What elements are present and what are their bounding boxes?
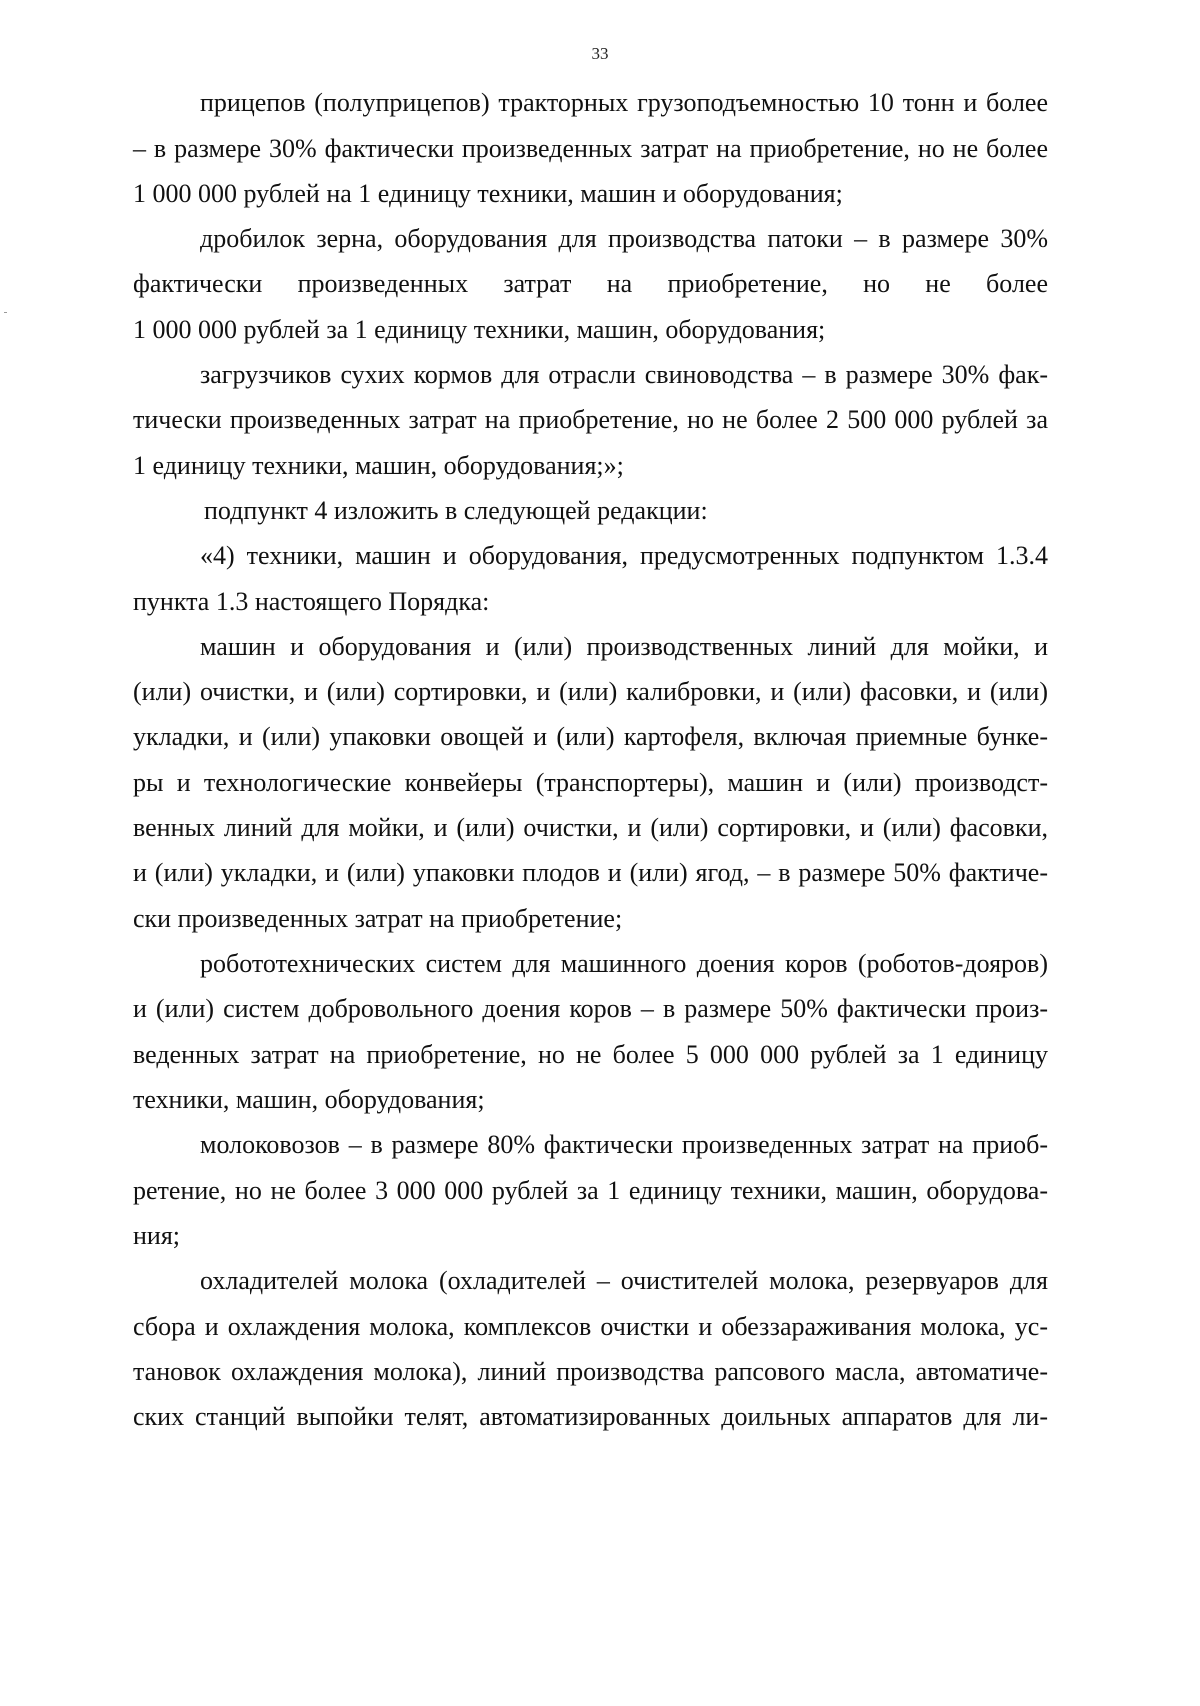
text-line: ния; [133,1221,181,1250]
text-line: машин и оборудования и (или) производственных линий для мойки, и [200,632,1048,661]
text-line: венных линий для мойки, и (или) очистки, и (или) сортировки, и (или) фасовки, [133,813,1048,842]
text-line: 1 000 000 рублей на 1 единицу техники, машин и оборудования; [133,179,843,208]
text-line: ских станций выпойки телят, автоматизированных доильных аппаратов для ли- [133,1402,1048,1431]
text-line: 1 единицу техники, машин, оборудования;»; [133,451,624,480]
text-line: робототехнических систем для машинного доения коров (роботов-дояров) [200,949,1048,978]
text-line: укладки, и (или) упаковки овощей и (или) картофеля, включая приемные бунке- [133,722,1048,751]
text-line: подпункт 4 изложить в следующей редакции: [204,496,708,525]
page-number: 33 [591,44,609,63]
text-line: 1 000 000 рублей за 1 единицу техники, машин, оборудования; [133,315,826,344]
text-line: веденных затрат на приобретение, но не более 5 000 000 рублей за 1 единицу [133,1040,1048,1069]
text-line: прицепов (полуприцепов) тракторных грузоподъемностью 10 тонн и более [200,88,1048,117]
text-line: охладителей молока (охладителей – очистителей молока, резервуаров для [200,1266,1048,1295]
text-line: фактически произведенных затрат на приобретение, но не более [133,269,1048,298]
text-line: – в размере 30% фактически произведенных затрат на приобретение, но не более [133,134,1048,163]
text-line: тически произведенных затрат на приобретение, но не более 2 500 000 рублей за [133,405,1048,434]
margin-mark [4,312,7,313]
text-line: пункта 1.3 настоящего Порядка: [133,587,490,616]
text-line: и (или) систем добровольного доения коров – в размере 50% фактически произ- [133,994,1048,1023]
text-line: тановок охлаждения молока), линий производства рапсового масла, автоматиче- [133,1357,1048,1386]
text-line: ретение, но не более 3 000 000 рублей за 1 единицу техники, машин, оборудова- [133,1176,1048,1205]
text-line: молоковозов – в размере 80% фактически произведенных затрат на приоб- [200,1130,1048,1159]
text-line: техники, машин, оборудования; [133,1085,485,1114]
text-line: и (или) укладки, и (или) упаковки плодов и (или) ягод, – в размере 50% фактиче- [133,858,1048,887]
text-line: ски произведенных затрат на приобретение; [133,904,623,933]
text-line: загрузчиков сухих кормов для отрасли свиноводства – в размере 30% фак- [200,360,1048,389]
text-line: (или) очистки, и (или) сортировки, и (или) калибровки, и (или) фасовки, и (или) [133,677,1048,706]
text-line: ры и технологические конвейеры (транспортеры), машин и (или) производст- [133,768,1048,797]
text-line: сбора и охлаждения молока, комплексов очистки и обеззараживания молока, ус- [133,1312,1048,1341]
text-line: «4) техники, машин и оборудования, предусмотренных подпунктом 1.3.4 [200,541,1048,570]
text-line: дробилок зерна, оборудования для производства патоки – в размере 30% [200,224,1048,253]
